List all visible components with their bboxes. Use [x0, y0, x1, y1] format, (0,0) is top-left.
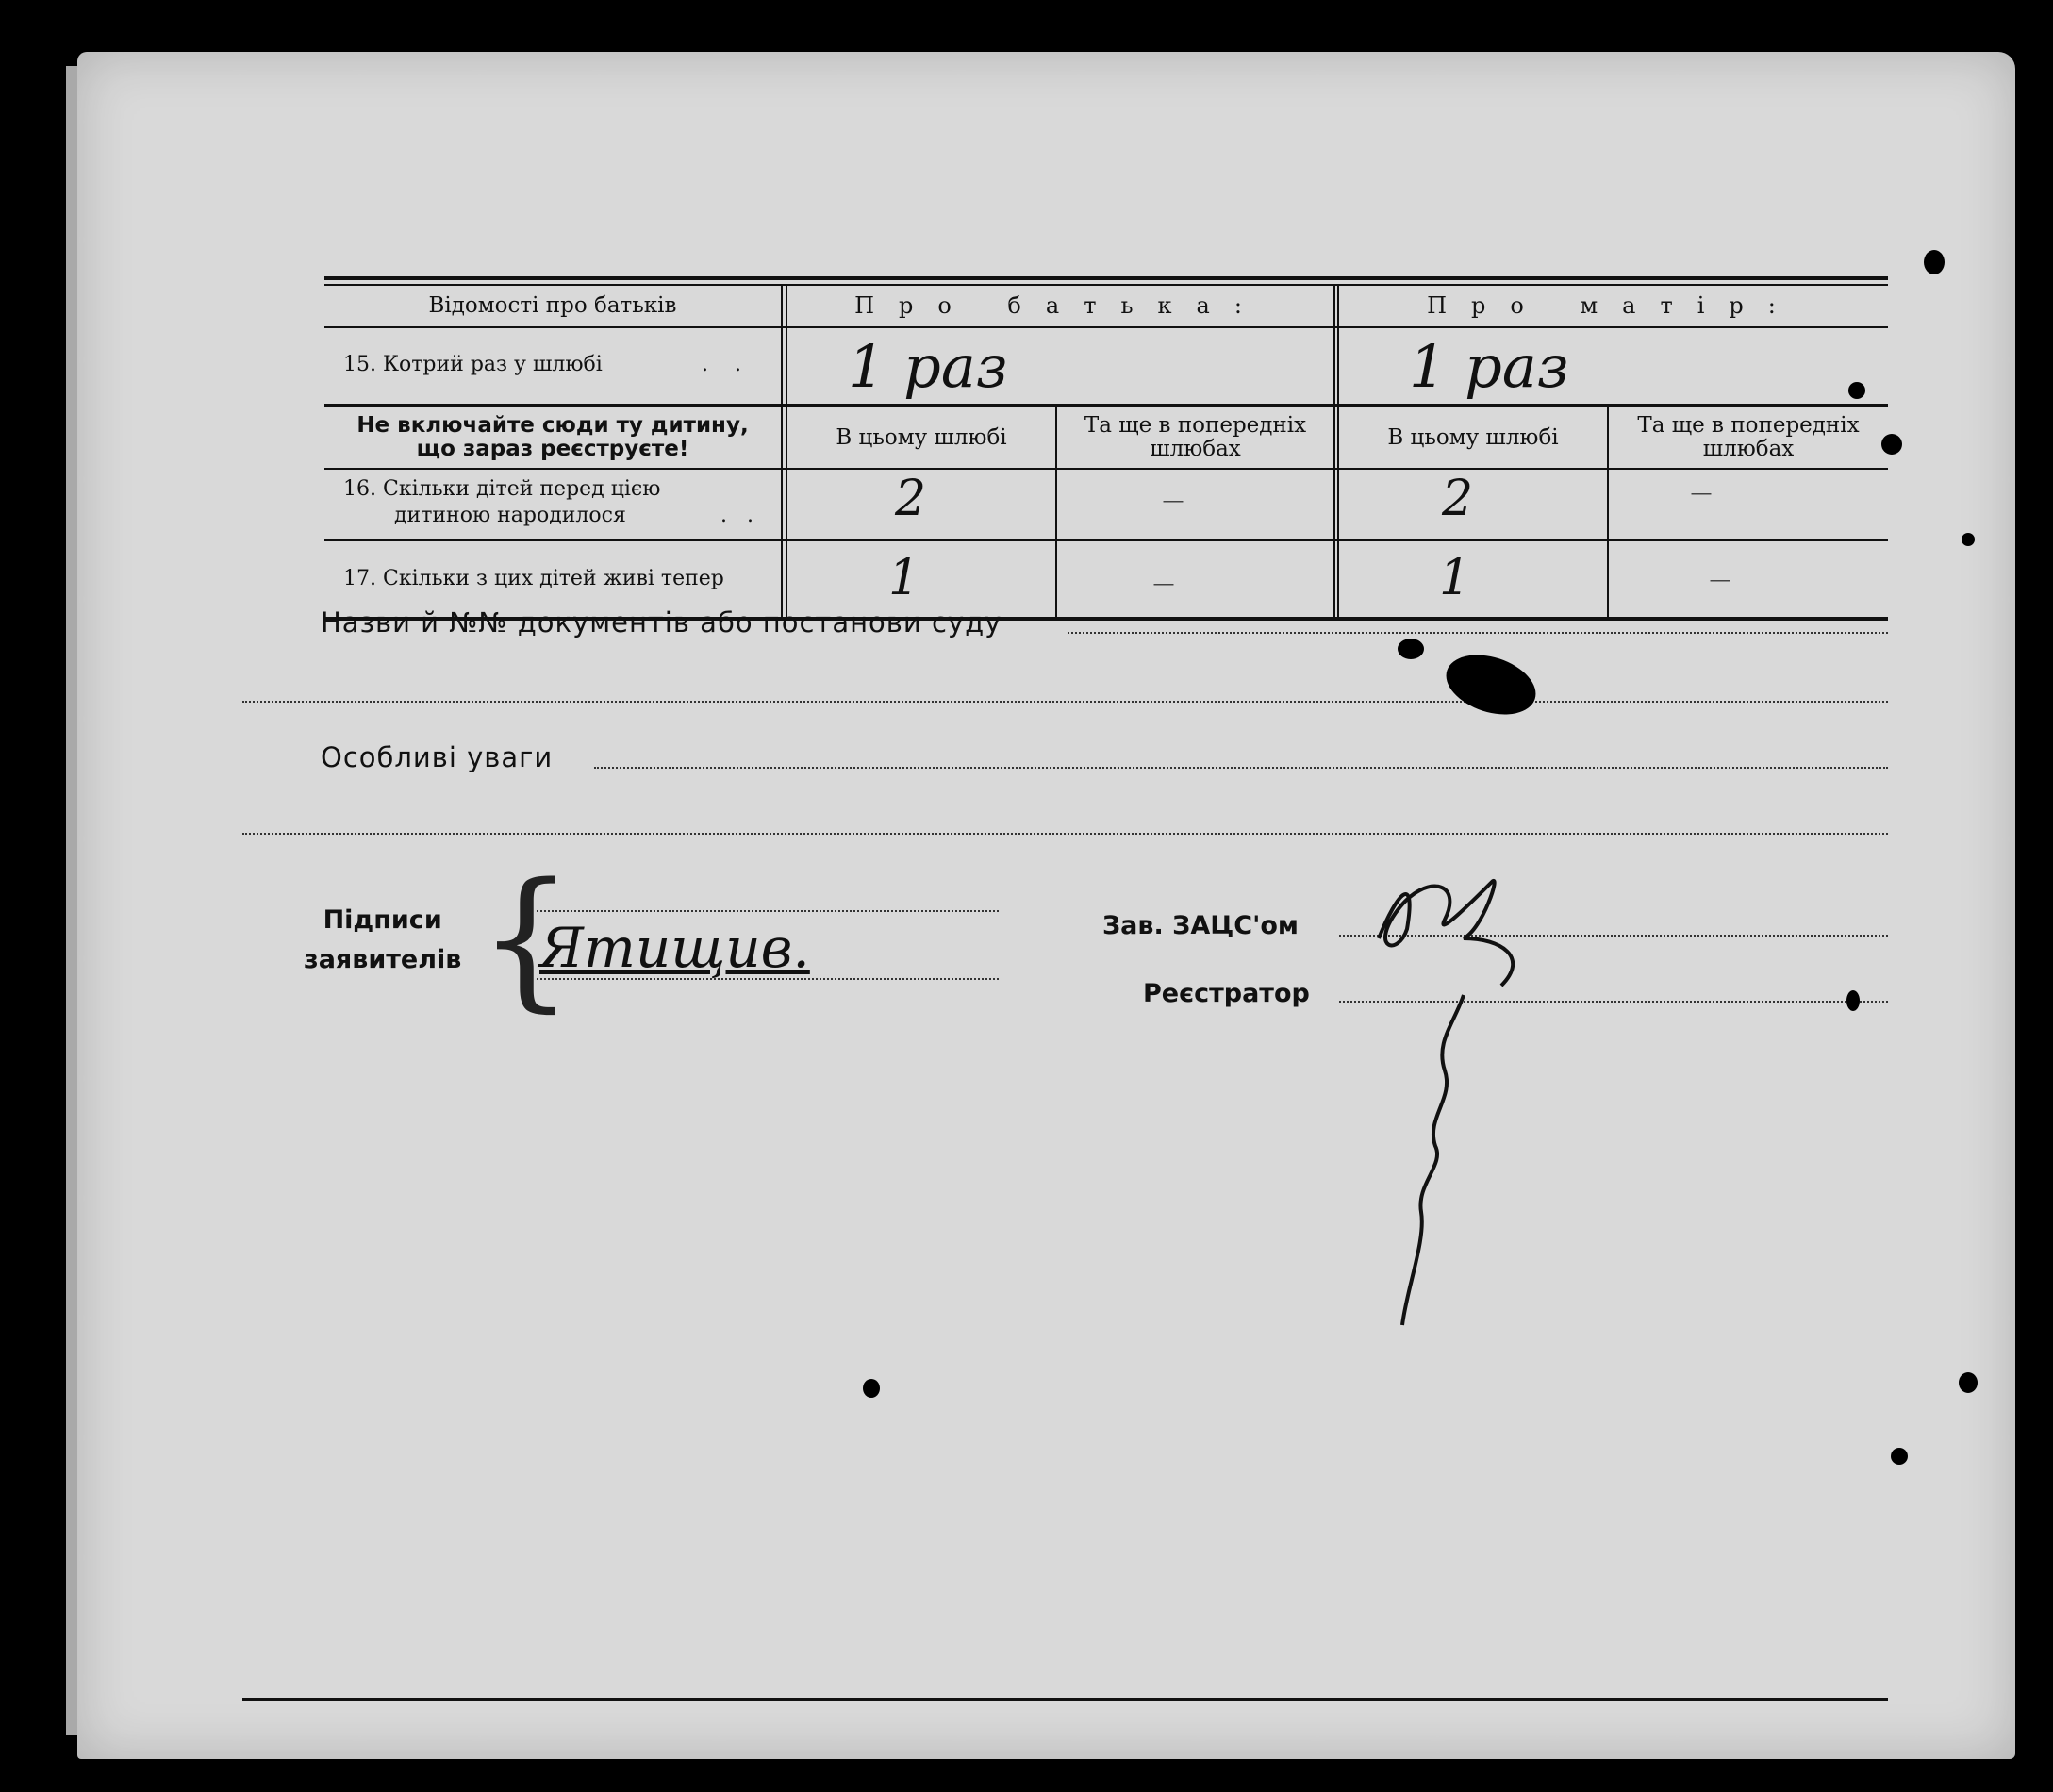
row16-label-line2: дитиною народилося [394, 504, 626, 527]
documents-line-2 [242, 701, 1888, 703]
head-signature-scribble [1341, 844, 1586, 1335]
row17-mother-prev: — [1709, 567, 1731, 592]
bottom-rule [242, 1698, 1888, 1701]
row16-father-prev: — [1162, 488, 1184, 513]
applicant-signature: Ятищив. [539, 916, 810, 980]
documents-label: Назви й №№ документів або постанови суду [321, 606, 1002, 639]
applicants-label-line1: Підписи [323, 905, 442, 935]
remarks-label: Особливі уваги [321, 741, 554, 773]
subheader-father-prev-line2: шлюбах [1150, 437, 1241, 461]
applicant-signature-line-1 [537, 910, 999, 912]
applicants-signatures-label [304, 901, 461, 980]
subheader-note-line1: Не включайте сюди ту дитину, [356, 413, 749, 438]
ink-blot [1438, 644, 1543, 724]
row15-dots: . . [702, 353, 741, 376]
head-of-registry-label: Зав. ЗАЦС'ом [1102, 911, 1299, 940]
documents-line-1 [1068, 632, 1888, 634]
header-father: Про батька: [854, 292, 1267, 319]
subheader-note-line2: що зараз реєструєте! [416, 437, 689, 461]
row16-father-this: 2 [895, 471, 927, 527]
binding-hole [1848, 382, 1865, 399]
row16-label-line1: 16. Скільки дітей перед цією [343, 477, 661, 501]
binding-hole [1846, 990, 1860, 1011]
header-mother: Про матір: [1427, 292, 1800, 319]
subheader-father-this: В цьому шлюбі [836, 424, 1007, 450]
row17-label: 17. Скільки з цих дітей живі тепер [343, 567, 724, 590]
row15-father-value: 1 раз [848, 332, 1008, 401]
document-page [77, 52, 2015, 1759]
ink-blot [1398, 639, 1424, 659]
subheader-father-prev-line1: Та ще в попередніх [1084, 413, 1307, 438]
row15-mother-value: 1 раз [1409, 332, 1569, 401]
subheader-mother-this: В цьому шлюбі [1387, 424, 1559, 450]
registrar-label: Реєстратор [1143, 979, 1310, 1008]
row17-father-this: 1 [888, 550, 920, 606]
remarks-line-2 [242, 833, 1888, 835]
remarks-line-1 [594, 767, 1888, 769]
parents-info-table [324, 276, 1888, 621]
binding-hole [1891, 1448, 1908, 1465]
row16-mother-this: 2 [1442, 471, 1474, 527]
binding-hole [1959, 1372, 1978, 1393]
subheader-mother-prev-line2: шлюбах [1702, 437, 1795, 461]
header-col-label: Відомості про батьків [428, 293, 677, 318]
row15-label: 15. Котрий раз у шлюбі [343, 353, 603, 376]
subheader-note [324, 407, 781, 468]
signature-brace: { [478, 850, 574, 1026]
binding-hole [863, 1379, 880, 1398]
binding-hole [1924, 250, 1945, 274]
subheader-mother-prev-line1: Та ще в попередніх [1637, 413, 1860, 438]
subheader-father-prev [1057, 407, 1333, 468]
applicants-label-line2: заявителів [304, 945, 462, 974]
row16-mother-prev: — [1690, 480, 1713, 506]
row16-dots: . . [720, 504, 753, 527]
row17-mother-this: 1 [1439, 550, 1471, 606]
binding-hole [1881, 434, 1902, 455]
binding-hole [1962, 533, 1975, 546]
row17-father-prev: — [1152, 571, 1175, 596]
subheader-mother-prev [1609, 407, 1888, 468]
